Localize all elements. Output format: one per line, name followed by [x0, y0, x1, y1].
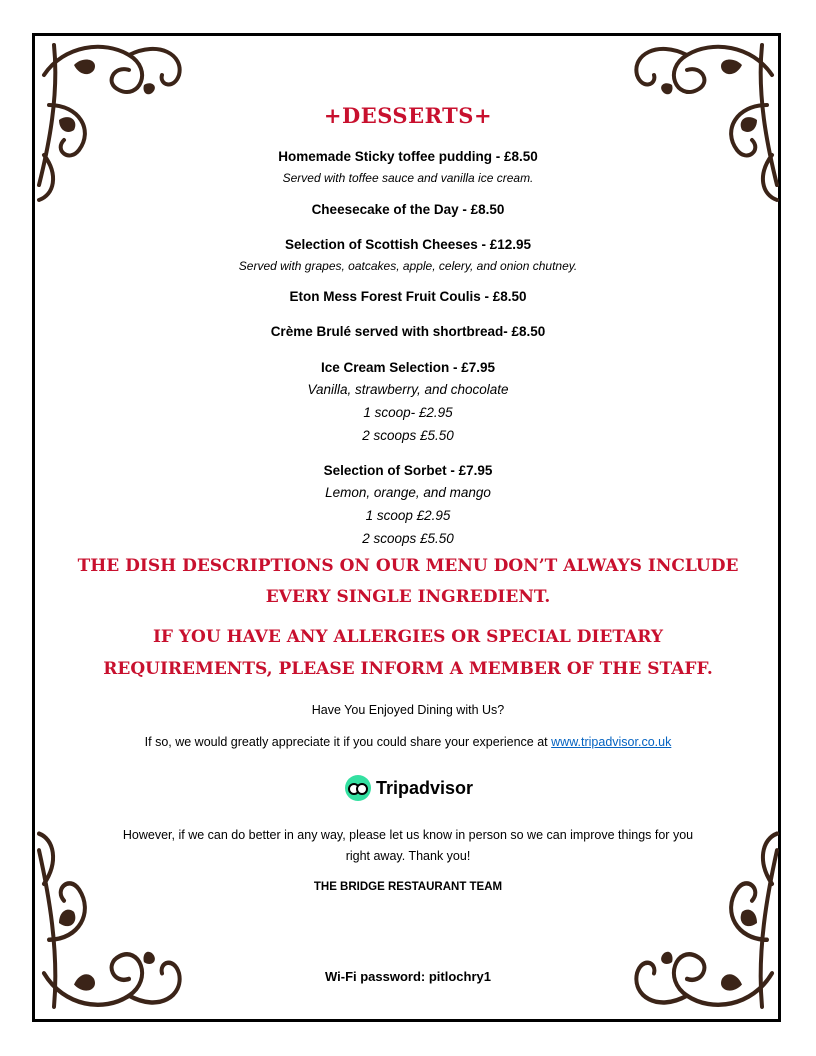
review-share-text: If so, we would greatly appreciate it if you could share your experience at www.tripadvisor.co.uk	[144, 735, 672, 749]
review-question: Have You Enjoyed Dining with Us?	[311, 703, 505, 717]
wifi-password: Wi-Fi password: pitlochry1	[324, 969, 491, 984]
menu-item-scottish-cheeses-desc: Served with grapes, oatcakes, apple, celery, and onion chutney.	[238, 259, 578, 273]
feedback-line1: However, if we can do better in any way, please let us know in person so we can improve things for you	[122, 828, 694, 842]
menu-item-eton-mess: Eton Mess Forest Fruit Coulis - £8.50	[289, 289, 527, 304]
tripadvisor-logo	[345, 772, 475, 804]
sorbet-flavours: Lemon, orange, and mango	[325, 485, 491, 500]
menu-item-ice-cream: Ice Cream Selection - £7.95	[320, 360, 496, 375]
tripadvisor-wordmark: Tripadvisor	[376, 777, 474, 798]
tripadvisor-owl-icon	[345, 775, 371, 801]
menu-item-sticky-toffee-desc: Served with toffee sauce and vanilla ice cream.	[282, 171, 534, 185]
ingredients-notice-line2: EVERY SINGLE INGREDIENT.	[265, 587, 551, 607]
allergy-notice-line1: IF YOU HAVE ANY ALLERGIES OR SPECIAL DIETARY	[152, 627, 664, 647]
ingredients-notice-line1: THE DISH DESCRIPTIONS ON OUR MENU DON’T ALWAYS INCLUDE	[77, 556, 739, 576]
ice-cream-flavours: Vanilla, strawberry, and chocolate	[307, 382, 509, 397]
menu-title: +DESSERTS+	[323, 103, 493, 128]
menu-item-scottish-cheeses: Selection of Scottish Cheeses - £12.95	[284, 237, 532, 252]
ice-cream-two-scoops: 2 scoops £5.50	[362, 428, 454, 443]
ice-cream-one-scoop: 1 scoop- £2.95	[363, 405, 453, 420]
feedback-line2: right away. Thank you!	[345, 849, 471, 863]
menu-item-cheesecake: Cheesecake of the Day - £8.50	[311, 202, 505, 217]
tripadvisor-link[interactable]: www.tripadvisor.co.uk	[551, 735, 672, 749]
sorbet-two-scoops: 2 scoops £5.50	[362, 531, 454, 546]
menu-item-creme-brule: Crème Brulé served with shortbread- £8.50	[270, 324, 546, 339]
allergy-notice-line2: REQUIREMENTS, PLEASE INFORM A MEMBER OF THE STAFF.	[103, 659, 713, 679]
menu-item-sticky-toffee: Homemade Sticky toffee pudding - £8.50	[278, 149, 538, 164]
team-signature: THE BRIDGE RESTAURANT TEAM	[313, 881, 503, 893]
sorbet-one-scoop: 1 scoop £2.95	[365, 508, 451, 523]
menu-item-sorbet: Selection of Sorbet - £7.95	[323, 463, 493, 478]
